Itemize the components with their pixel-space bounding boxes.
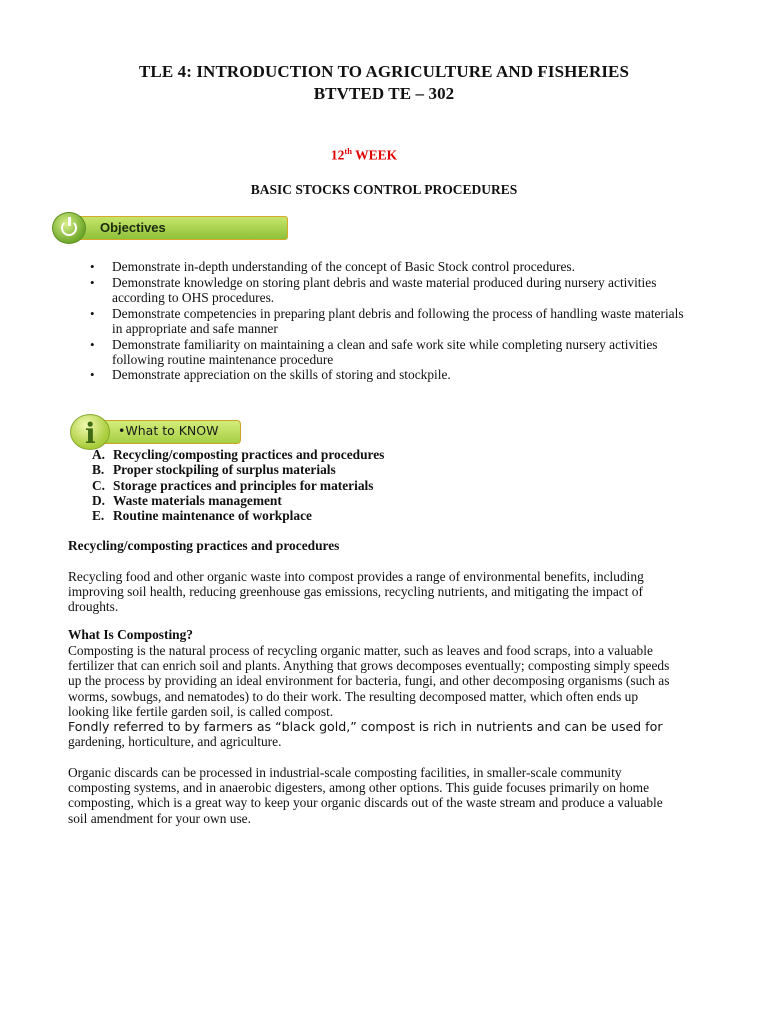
topic-text: Storage practices and principles for materials (113, 477, 374, 493)
topic-item (92, 478, 384, 493)
week-suffix: th (344, 146, 352, 156)
topics-list (92, 447, 384, 523)
composting-paragraph (68, 643, 678, 749)
topic-text: Recycling/composting practices and procedures (113, 447, 385, 462)
topic-letter: C. (92, 477, 106, 493)
objectives-banner (50, 212, 290, 244)
topic-letter: D. (92, 492, 106, 508)
info-icon (70, 414, 110, 450)
topic-item (92, 493, 384, 508)
week-number: 12 (330, 147, 345, 163)
organic-discards-paragraph: Organic discards can be processed in industrial-scale composting facilities, in smaller-scale community composting systems, and in anaerobic digesters, among other options. This guide focuses primarily on home composting, which is a great way to keep your organic discards out of the waste stream and produce a valuable soil amendment for your own use. (68, 765, 663, 826)
week-word: WEEK (351, 147, 398, 163)
recycling-heading: Recycling/composting practices and procedures (68, 538, 340, 553)
objectives-list (88, 259, 688, 383)
power-icon-line (68, 217, 71, 226)
topic-item (92, 508, 384, 523)
objectives-label: Objectives (100, 220, 166, 235)
course-code: BTVTED TE – 302 (313, 84, 455, 103)
what-to-know-banner (68, 414, 243, 450)
objective-item: • Demonstrate in-depth understanding of the concept of Basic Stock control procedures. (88, 259, 688, 274)
composting-text: Composting is the natural process of recycling organic matter, such as leaves and food scraps, into a valuable fertilizer that can enrich soil and plants. Anything that grows decomposes eventually; composting simply speeds up the process by providing an ideal environment for bacteria, fungi, and other decomposing organisms (such as worms, sowbugs, and nematodes) to do their work. The resulting decomposed matter, which often ends up looking like fertile garden soil, is called compost. (68, 643, 670, 719)
objective-item: • Demonstrate competencies in preparing plant debris and following the process of handling waste materials in appropriate and safe manner (88, 306, 688, 336)
topic-text: Waste materials management (113, 492, 282, 508)
objective-item: • Demonstrate familiarity on maintaining a clean and safe work site while completing nursery activities following routine maintenance procedure (88, 337, 688, 367)
recycling-paragraph: Recycling food and other organic waste into compost provides a range of environmental benefits, including improving soil health, reducing greenhouse gas emissions, recycling nutrients, and mitigating the impact of droughts. (68, 569, 644, 615)
topic-text: Proper stockpiling of surplus materials (113, 462, 336, 478)
composting-text-end: gardening, horticulture, and agriculture. (68, 734, 282, 750)
topic-item (92, 462, 384, 477)
section-title: BASIC STOCKS CONTROL PROCEDURES (250, 182, 518, 197)
objective-item: • Demonstrate appreciation on the skills of storing and stockpile. (88, 367, 688, 382)
what-to-know-label: •What to KNOW (118, 423, 219, 438)
composting-heading: What Is Composting? (68, 627, 194, 642)
topic-letter: A. (92, 447, 106, 462)
info-icon-glyph: i (85, 417, 96, 450)
course-title: TLE 4: INTRODUCTION TO AGRICULTURE AND FISHERIES (138, 62, 630, 81)
week-label (0, 146, 728, 164)
objective-item: • Demonstrate knowledge on storing plant debris and waste material produced during nursery activities according to OHS procedures. (88, 275, 688, 305)
black-gold-text: Fondly referred to by farmers as “black gold,” compost is rich in nutrients and can be used for (68, 719, 663, 735)
topic-item (92, 447, 384, 462)
topic-text: Routine maintenance of workplace (113, 508, 312, 524)
topic-letter: E. (92, 508, 105, 524)
power-icon (52, 212, 86, 244)
topic-letter: B. (92, 462, 105, 478)
